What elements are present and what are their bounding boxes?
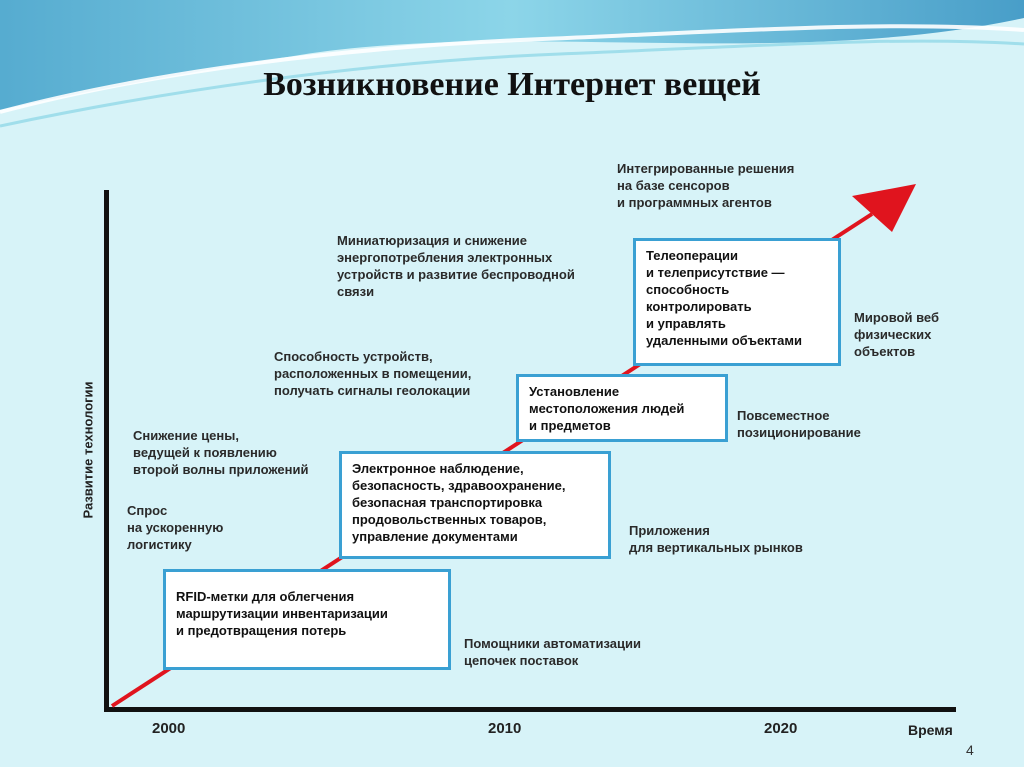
driver-note-logistics: Спрос на ускоренную логистику [127, 503, 224, 552]
driver-note-sensors: Интегрированные решения на базе сенсоров и программных агентов [617, 161, 795, 210]
market-note-positioning: Повсеместное позиционирование [737, 408, 861, 440]
x-axis-label: Время [908, 722, 953, 738]
stage-box-monitoring: Электронное наблюдение, безопасность, здравоохранение, безопасная транспортировка продовольственных товаров, управление документами [339, 451, 611, 559]
x-tick-2010: 2010 [488, 720, 522, 737]
page-number: 4 [966, 742, 974, 758]
driver-note-geolocation: Способность устройств, расположенных в помещении, получать сигналы геолокации [274, 349, 472, 398]
y-axis-label: Развитие технологии [80, 381, 96, 519]
driver-note-miniaturization: Миниатюризация и снижение энергопотребления электронных устройств и развитие беспроводной связи [337, 233, 575, 299]
market-note-supply-chain: Помощники автоматизации цепочек поставок [464, 636, 641, 668]
market-note-web-of-things: Мировой веб физических объектов [854, 310, 939, 359]
stage-box-rfid: RFID-метки для облегчения маршрутизации инвентаризации и предотвращения потерь [163, 569, 451, 670]
market-note-vertical: Приложения для вертикальных рынков [629, 523, 803, 555]
driver-note-price: Снижение цены, ведущей к появлению второй волны приложений [133, 428, 309, 477]
trend-arrow-head [852, 184, 916, 232]
slide-title: Возникновение Интернет вещей [263, 66, 761, 103]
x-tick-2000: 2000 [152, 720, 186, 737]
stage-box-location: Установление местоположения людей и предметов [516, 374, 728, 442]
x-tick-2020: 2020 [764, 720, 798, 737]
stage-box-telepresence: Телеоперации и телеприсутствие — способность контролировать и управлять удаленными объектами [633, 238, 841, 366]
